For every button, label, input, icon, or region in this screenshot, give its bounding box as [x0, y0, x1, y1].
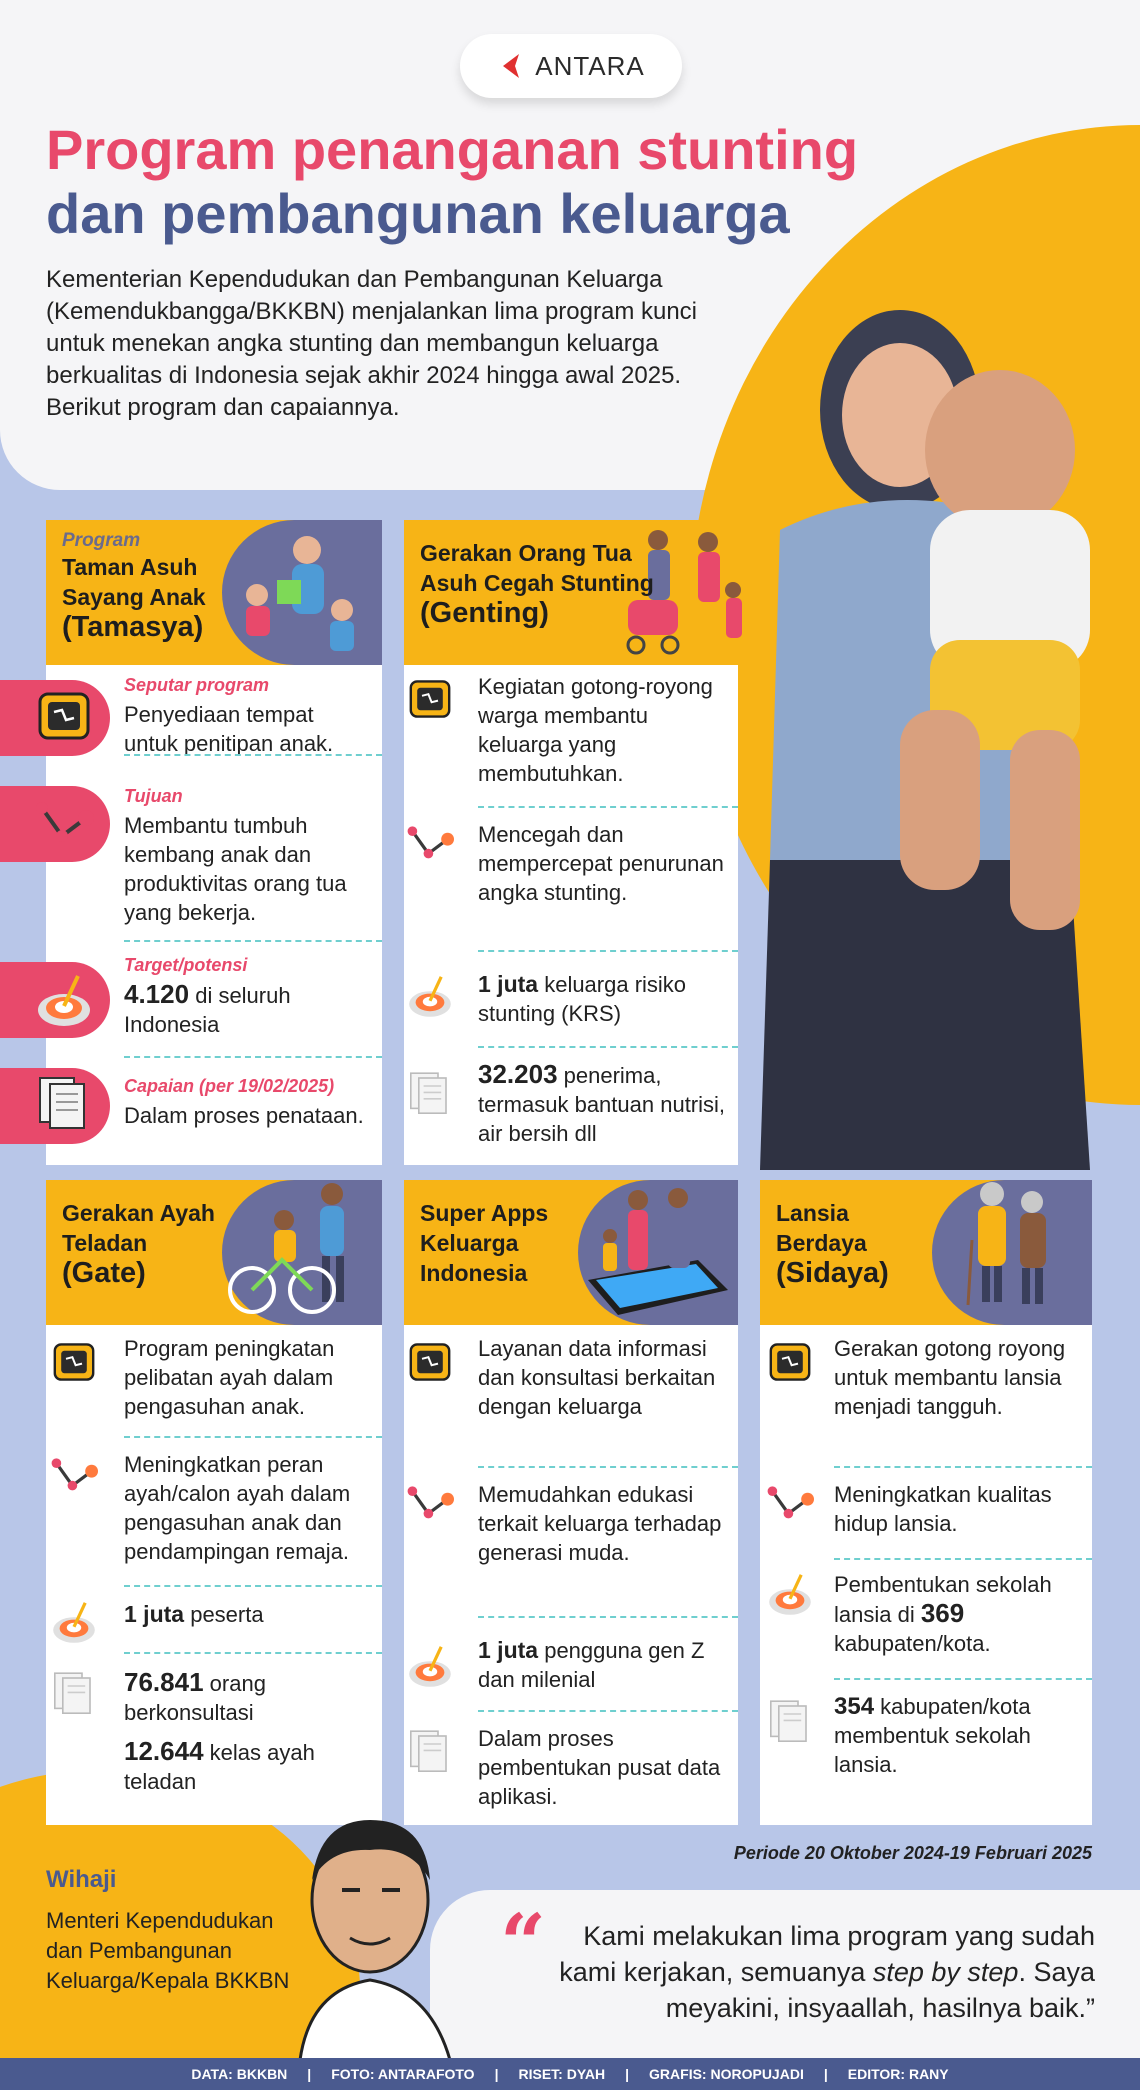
- divider: [124, 1056, 382, 1058]
- achievement-text: [478, 1060, 728, 1148]
- family-smartphone-icon: [578, 1180, 738, 1325]
- target-prefix: Pembentukan sekolah lansia di: [834, 1572, 1052, 1627]
- elderly-couple-illustration: [932, 1180, 1092, 1325]
- goal-row: [834, 1480, 1086, 1538]
- quote-mark-icon: “: [500, 1896, 547, 1990]
- achievement-detail-2: kelas ayah teladan: [124, 1740, 315, 1794]
- target-text: [478, 1636, 732, 1694]
- goal-row: [124, 1450, 376, 1566]
- program-name: [420, 538, 680, 629]
- goal-row: [124, 786, 372, 927]
- about-label: Seputar program: [124, 675, 270, 695]
- card-header: [404, 520, 758, 665]
- achievement-label: Capaian (per 19/02/2025): [124, 1076, 335, 1096]
- goal-text: Membantu tumbuh kembang anak dan produktivitas orang tua yang bekerja.: [124, 813, 347, 925]
- divider: [834, 1678, 1092, 1680]
- target-icon: [50, 1598, 98, 1646]
- goal-icon: [34, 794, 94, 854]
- achievement-number: 32.203: [478, 1059, 558, 1089]
- achievement-text-2: [124, 1737, 376, 1796]
- goal-label: Tujuan: [124, 786, 183, 806]
- program-abbr-text: Sidaya: [785, 1257, 880, 1289]
- about-row: [834, 1334, 1086, 1421]
- credit-graphics: GRAFIS: NOROPUJADI: [649, 2066, 804, 2082]
- divider: [834, 1558, 1092, 1560]
- target-text: [478, 970, 728, 1028]
- credit-data: DATA: BKKBN: [191, 2066, 288, 2082]
- program-abbr: (Gate): [62, 1257, 146, 1289]
- target-label: Target/potensi: [124, 955, 248, 975]
- elderly-couple-icon: [932, 1180, 1092, 1325]
- achievement-row: [478, 1060, 728, 1148]
- goal-text: Meningkatkan peran ayah/calon ayah dalam pengasuhan anak dan pendampingan remaja.: [124, 1452, 351, 1564]
- target-icon: [406, 972, 454, 1020]
- about-text: Program peningkatan pelibatan ayah dalam pengasuhan anak.: [124, 1336, 335, 1419]
- achievement-icon: [406, 1728, 454, 1776]
- achievement-detail: penerima, termasuk bantuan nutrisi, air bersih dll: [478, 1063, 726, 1146]
- mother-baby-photo: [750, 300, 1140, 1170]
- target-number: 4.120: [124, 979, 190, 1009]
- program-name: Super Apps Keluarga Indonesia: [420, 1200, 549, 1286]
- title-line-1: Program penanganan stunting: [46, 118, 859, 181]
- target-number: 369: [920, 1598, 965, 1628]
- about-icon: [766, 1338, 814, 1386]
- card-header: [46, 1180, 382, 1325]
- achievement-detail: orang berkonsultasi: [124, 1671, 266, 1725]
- about-text: Gerakan gotong royong untuk membantu lansia menjadi tangguh.: [834, 1336, 1066, 1419]
- target-detail: peserta: [190, 1602, 264, 1627]
- program-name: [62, 1198, 252, 1289]
- target-icon: [766, 1570, 814, 1618]
- program-abbr: (Sidaya): [776, 1257, 889, 1289]
- quote-part-1: Kami melakukan lima program yang sudah kami kerjakan, semuanya: [559, 1921, 1095, 1987]
- credit-separator: |: [625, 2066, 630, 2082]
- divider: [124, 1436, 382, 1438]
- target-text: [124, 1600, 376, 1629]
- program-card-sidaya: [760, 1180, 1092, 1825]
- goal-row: [478, 820, 728, 907]
- credit-separator: |: [823, 2066, 828, 2082]
- antara-logo-icon: [497, 51, 527, 81]
- program-abbr: (Genting): [420, 597, 549, 629]
- goal-icon: [406, 1480, 454, 1528]
- achievement-row: [834, 1692, 1086, 1779]
- page-title: [46, 118, 946, 246]
- about-row: [478, 672, 728, 788]
- title-line-2: dan pembangunan keluarga: [46, 182, 790, 245]
- about-icon: [406, 675, 454, 723]
- about-text: Layanan data informasi dan konsultasi berkaitan dengan keluarga: [478, 1336, 716, 1419]
- divider: [478, 1710, 738, 1712]
- credit-photo: FOTO: ANTARAFOTO: [331, 2066, 475, 2082]
- target-detail: kabupaten/kota.: [834, 1631, 991, 1656]
- about-icon: [34, 686, 94, 746]
- target-icon-tab: [0, 962, 110, 1038]
- logo-text: ANTARA: [535, 50, 645, 81]
- program-name: [62, 552, 252, 643]
- about-text: Penyediaan tempat untuk penitipan anak.: [124, 702, 334, 756]
- achievement-icon-tab: [0, 1068, 110, 1144]
- target-row: [834, 1570, 1086, 1658]
- divider: [478, 806, 738, 808]
- target-detail: pengguna gen Z dan milenial: [478, 1638, 705, 1692]
- achievement-text: [834, 1692, 1086, 1779]
- target-icon: [34, 970, 94, 1030]
- card-header: [760, 1180, 1092, 1325]
- divider: [124, 940, 382, 942]
- credit-separator: |: [307, 2066, 312, 2082]
- program-name-text: Lansia Berdaya: [776, 1200, 867, 1256]
- speaker-role: Menteri Kependudukan dan Pembangunan Keluarga/Kepala BKKBN: [46, 1908, 290, 1993]
- about-row: [478, 1334, 732, 1421]
- card-header: [46, 520, 382, 665]
- goal-text: Memudahkan edukasi terkait keluarga terhadap generasi muda.: [478, 1482, 722, 1565]
- goal-text: Meningkatkan kualitas hidup lansia.: [834, 1482, 1052, 1536]
- intro-paragraph: Kementerian Kependudukan dan Pembangunan Keluarga (Kemendukbangga/BKKBN) menjalankan lima program kunci untuk menekan angka stunting dan membangun keluarga berkualitas di Indonesia sejak akhir 2024 hingga awal 2025. Berikut program dan capaiannya.: [46, 266, 697, 421]
- achievement-icon: [50, 1670, 98, 1718]
- credit-research: RISET: DYAH: [518, 2066, 606, 2082]
- target-row: [478, 970, 728, 1028]
- credit-editor: EDITOR: RANY: [847, 2066, 949, 2082]
- target-row: [124, 1600, 376, 1629]
- achievement-text: Dalam proses pembentukan pusat data aplikasi.: [478, 1726, 721, 1809]
- speaker-name: Wihaji: [46, 1866, 117, 1893]
- quote-text: [540, 1918, 1095, 2026]
- program-card-super-apps: [404, 1180, 738, 1825]
- divider: [478, 1046, 738, 1048]
- about-row: [124, 675, 372, 758]
- target-number: 1 juta: [124, 1601, 185, 1627]
- program-name-text: Gerakan Orang Tua Asuh Cegah Stunting: [420, 540, 654, 596]
- achievement-text: Dalam proses penataan.: [124, 1103, 364, 1128]
- program-name: [776, 1198, 946, 1289]
- goal-icon: [766, 1480, 814, 1528]
- credits-footer: [0, 2058, 1140, 2090]
- target-detail: di seluruh Indonesia: [124, 983, 291, 1037]
- program-abbr: (Tamasya): [62, 611, 204, 643]
- target-icon: [406, 1642, 454, 1690]
- credit-separator: |: [494, 2066, 499, 2082]
- goal-row: [478, 1480, 732, 1567]
- achievement-icon: [34, 1074, 94, 1134]
- about-text: Kegiatan gotong-royong warga membantu keluarga yang membutuhkan.: [478, 674, 713, 786]
- program-name-text: Gerakan Ayah Teladan: [62, 1200, 215, 1256]
- about-icon: [406, 1338, 454, 1386]
- program-abbr-text: Tamasya: [71, 611, 194, 643]
- divider: [124, 1585, 382, 1587]
- achievement-row: [478, 1724, 732, 1811]
- achievement-number: 354: [834, 1693, 875, 1720]
- target-text: [834, 1570, 1086, 1658]
- achievement-row: [124, 1668, 376, 1796]
- goal-icon: [406, 820, 454, 868]
- program-card-gate: [46, 1180, 382, 1825]
- achievement-row: [124, 1076, 372, 1130]
- divider: [478, 1466, 738, 1468]
- divider: [478, 950, 738, 952]
- achievement-detail: kabupaten/kota membentuk sekolah lansia.: [834, 1694, 1031, 1777]
- achievement-number: 76.841: [124, 1667, 204, 1697]
- target-text: [124, 980, 372, 1039]
- program-abbr-text: Genting: [429, 597, 540, 629]
- about-icon-tab: [0, 680, 110, 756]
- achievement-icon: [766, 1698, 814, 1746]
- divider: [124, 1652, 382, 1654]
- achievement-text: [124, 1668, 376, 1727]
- program-name-text: Taman Asuh Sayang Anak: [62, 554, 206, 610]
- achievement-icon: [406, 1070, 454, 1118]
- program-tag: Program: [62, 530, 141, 551]
- target-row: [124, 955, 372, 1039]
- target-number: 1 juta: [478, 1637, 539, 1663]
- goal-icon-tab: [0, 786, 110, 862]
- target-number: 1 juta: [478, 971, 539, 997]
- quote-part-2: . Saya meyakini, insyaallah, hasilnya baik.”: [665, 1957, 1095, 2023]
- program-abbr-text: Gate: [71, 1257, 137, 1289]
- divider: [834, 1466, 1092, 1468]
- achievement-number-2: 12.644: [124, 1736, 204, 1766]
- antara-logo: [460, 34, 682, 98]
- period-note: Periode 20 Oktober 2024-19 Februari 2025: [733, 1843, 1092, 1863]
- speaker-portrait: [270, 1790, 470, 2060]
- about-icon: [50, 1338, 98, 1386]
- quote-emphasis: step by step: [872, 1957, 1019, 1987]
- target-row: [478, 1636, 732, 1694]
- about-row: [124, 1334, 376, 1421]
- divider: [124, 754, 382, 756]
- goal-icon: [50, 1452, 98, 1500]
- family-smartphone-illustration: [578, 1180, 738, 1325]
- divider: [478, 1616, 738, 1618]
- program-card-genting: [404, 520, 738, 1165]
- target-detail: keluarga risiko stunting (KRS): [478, 972, 687, 1026]
- card-header: [404, 1180, 738, 1325]
- goal-text: Mencegah dan mempercepat penurunan angka stunting.: [478, 822, 724, 905]
